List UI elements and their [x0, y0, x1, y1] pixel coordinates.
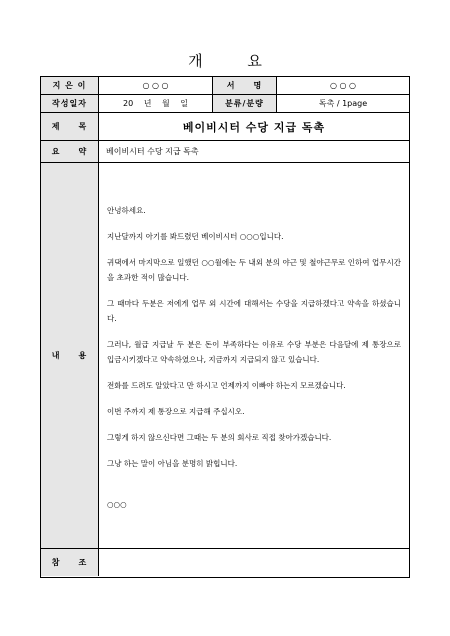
body-signature: ○○○ [107, 500, 127, 509]
body-paragraph-2: 지난달까지 아기를 봐드렸던 베이비시터 ○○○입니다. [107, 232, 284, 241]
body-paragraph-1: 안녕하세요. [107, 206, 146, 215]
summary-value: 베이비시터 수당 지급 독촉 [106, 147, 199, 156]
category-label: 분류/분량 [213, 95, 277, 112]
subject-row [41, 113, 409, 141]
summary-label: 요 약 [41, 141, 99, 162]
body-paragraph-4: 그 때마다 두분은 저에게 업무 외 시간에 대해서는 수당을 지급하겠다고 약속을 하셨습니다. [107, 299, 401, 323]
body-paragraph-9: 그냥 하는 말이 아님을 분명히 밝힙니다. [107, 459, 238, 468]
document-title: 개 요 [188, 52, 282, 70]
body-row [41, 163, 409, 549]
summary-row [41, 141, 409, 163]
category-value: 독촉 / 1page [318, 99, 368, 108]
date-row [41, 95, 409, 113]
form-table [40, 76, 410, 578]
date-label: 작성일자 [41, 95, 99, 112]
body-paragraph-8: 그렇게 하지 않으신다면 그때는 두 분의 회사로 직접 찾아가겠습니다. [107, 433, 332, 442]
author-label: 지 은 이 [41, 77, 99, 94]
body-paragraph-5: 그러나, 월급 지급날 두 분은 돈이 부족하다는 이유로 수당 부분은 다음달에 제 통장으로 입금시키겠다고 약속하였으나, 지금까지 지급되지 않고 있습니다. [107, 340, 401, 364]
body-content [99, 163, 409, 548]
subject-value: 베이비시터 수당 지급 독촉 [182, 120, 326, 134]
reference-row [41, 549, 409, 576]
signature-label: 서 명 [213, 77, 277, 94]
subject-label: 제 목 [41, 113, 99, 140]
body-paragraph-7: 이번 주까지 제 통장으로 지급해 주십시오. [107, 407, 245, 416]
author-row [41, 77, 409, 95]
author-value: ○ ○ ○ [99, 77, 213, 94]
reference-value [99, 549, 409, 576]
signature-value: ○ ○ ○ [329, 81, 357, 90]
date-value: 20 년 월 일 [99, 95, 213, 112]
body-paragraph-6: 전화를 드려도 알았다고 만 하시고 언제까지 이빠야 하는지 모르겠습니다. [107, 381, 346, 390]
body-label: 내 용 [41, 163, 99, 548]
reference-label: 참 조 [41, 549, 99, 576]
body-paragraph-3: 귀댁에서 마지막으로 일했던 ○○월에는 두 내외 분의 야근 및 철야근무로 인하여 업무시간을 초과한 적이 많습니다. [107, 258, 401, 282]
